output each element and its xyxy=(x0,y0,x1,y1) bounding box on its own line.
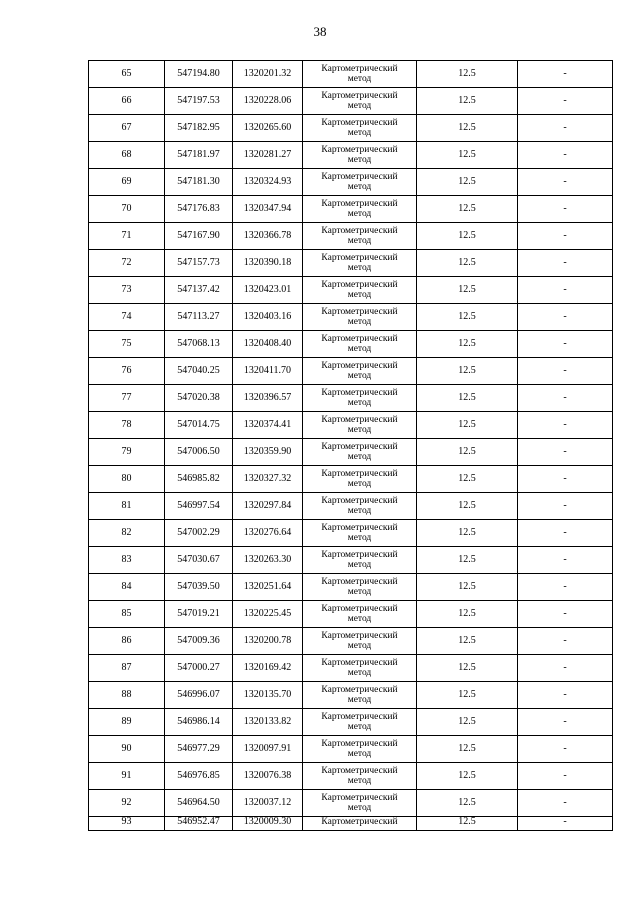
table-row xyxy=(89,358,613,385)
method-cell xyxy=(303,628,417,655)
method-line1: Картометрический xyxy=(321,685,398,695)
method-line1: Картометрический xyxy=(321,550,398,560)
description-cell: - xyxy=(518,790,613,817)
point-number-cell: 90 xyxy=(89,736,165,763)
accuracy-cell: 12.5 xyxy=(417,61,518,88)
method-line1: Картометрический xyxy=(321,496,398,506)
y-coordinate-cell: 1320327.32 xyxy=(233,466,303,493)
table-row xyxy=(89,250,613,277)
method-cell xyxy=(303,493,417,520)
description-cell: - xyxy=(518,763,613,790)
x-coordinate-cell: 546977.29 xyxy=(165,736,233,763)
table-row xyxy=(89,88,613,115)
method-line2: метод xyxy=(347,803,372,813)
x-coordinate-cell: 547030.67 xyxy=(165,547,233,574)
table-row xyxy=(89,682,613,709)
method-line1: Картометрический xyxy=(321,712,398,722)
x-coordinate-cell: 547157.73 xyxy=(165,250,233,277)
x-coordinate-cell: 547014.75 xyxy=(165,412,233,439)
accuracy-cell: 12.5 xyxy=(417,493,518,520)
description-cell: - xyxy=(518,223,613,250)
accuracy-cell: 12.5 xyxy=(417,655,518,682)
accuracy-cell: 12.5 xyxy=(417,331,518,358)
method-cell xyxy=(303,439,417,466)
method-line1: Картометрический xyxy=(321,64,398,74)
description-cell: - xyxy=(518,331,613,358)
x-coordinate-cell: 547197.53 xyxy=(165,88,233,115)
method-cell xyxy=(303,385,417,412)
method-cell xyxy=(303,223,417,250)
x-coordinate-cell: 547000.27 xyxy=(165,655,233,682)
method-line1: Картометрический xyxy=(321,307,398,317)
accuracy-cell: 12.5 xyxy=(417,682,518,709)
method-cell xyxy=(303,61,417,88)
method-line2: метод xyxy=(347,587,372,597)
method-line2: метод xyxy=(347,479,372,489)
point-number-cell: 75 xyxy=(89,331,165,358)
method-line2: метод xyxy=(347,668,372,678)
table-row xyxy=(89,817,613,831)
table-row xyxy=(89,520,613,547)
description-cell: - xyxy=(518,385,613,412)
point-number-cell: 87 xyxy=(89,655,165,682)
y-coordinate-cell: 1320251.64 xyxy=(233,574,303,601)
description-cell: - xyxy=(518,358,613,385)
description-cell: - xyxy=(518,709,613,736)
point-number-cell: 76 xyxy=(89,358,165,385)
table-row xyxy=(89,790,613,817)
method-cell xyxy=(303,304,417,331)
method-line2: метод xyxy=(347,749,372,759)
method-line1: Картометрический xyxy=(321,523,398,533)
accuracy-cell: 12.5 xyxy=(417,466,518,493)
description-cell: - xyxy=(518,574,613,601)
accuracy-cell: 12.5 xyxy=(417,628,518,655)
point-number-cell: 92 xyxy=(89,790,165,817)
table-row xyxy=(89,412,613,439)
point-number-cell: 88 xyxy=(89,682,165,709)
x-coordinate-cell: 546964.50 xyxy=(165,790,233,817)
y-coordinate-cell: 1320297.84 xyxy=(233,493,303,520)
description-cell: - xyxy=(518,655,613,682)
description-cell: - xyxy=(518,142,613,169)
table-row xyxy=(89,115,613,142)
accuracy-cell: 12.5 xyxy=(417,709,518,736)
y-coordinate-cell: 1320133.82 xyxy=(233,709,303,736)
method-line2: метод xyxy=(347,506,372,516)
table-row xyxy=(89,493,613,520)
method-cell xyxy=(303,196,417,223)
y-coordinate-cell: 1320347.94 xyxy=(233,196,303,223)
method-line2: метод xyxy=(347,560,372,570)
x-coordinate-cell: 547176.83 xyxy=(165,196,233,223)
coordinates-table-body xyxy=(89,61,613,831)
method-line1: Картометрический xyxy=(321,739,398,749)
table-row xyxy=(89,196,613,223)
method-line2: метод xyxy=(347,344,372,354)
method-line1: Картометрический xyxy=(321,226,398,236)
accuracy-cell: 12.5 xyxy=(417,196,518,223)
method-cell xyxy=(303,412,417,439)
point-number-cell: 68 xyxy=(89,142,165,169)
table-row xyxy=(89,385,613,412)
x-coordinate-cell: 546996.07 xyxy=(165,682,233,709)
table-row xyxy=(89,277,613,304)
x-coordinate-cell: 546952.47 xyxy=(165,817,233,831)
x-coordinate-cell: 546976.85 xyxy=(165,763,233,790)
description-cell: - xyxy=(518,466,613,493)
accuracy-cell: 12.5 xyxy=(417,304,518,331)
x-coordinate-cell: 546986.14 xyxy=(165,709,233,736)
accuracy-cell: 12.5 xyxy=(417,385,518,412)
method-cell xyxy=(303,817,417,831)
x-coordinate-cell: 547182.95 xyxy=(165,115,233,142)
x-coordinate-cell: 547181.97 xyxy=(165,142,233,169)
method-line2: метод xyxy=(347,155,372,165)
accuracy-cell: 12.5 xyxy=(417,790,518,817)
x-coordinate-cell: 547137.42 xyxy=(165,277,233,304)
method-line1: Картометрический xyxy=(321,631,398,641)
x-coordinate-cell: 546997.54 xyxy=(165,493,233,520)
method-cell xyxy=(303,520,417,547)
y-coordinate-cell: 1320390.18 xyxy=(233,250,303,277)
method-line2: метод xyxy=(347,371,372,381)
method-line2: метод xyxy=(347,182,372,192)
description-cell: - xyxy=(518,61,613,88)
point-number-cell: 84 xyxy=(89,574,165,601)
method-line2: метод xyxy=(347,209,372,219)
x-coordinate-cell: 546985.82 xyxy=(165,466,233,493)
table-row xyxy=(89,466,613,493)
y-coordinate-cell: 1320403.16 xyxy=(233,304,303,331)
method-cell xyxy=(303,466,417,493)
point-number-cell: 83 xyxy=(89,547,165,574)
accuracy-cell: 12.5 xyxy=(417,88,518,115)
method-cell xyxy=(303,115,417,142)
table-row xyxy=(89,331,613,358)
y-coordinate-cell: 1320359.90 xyxy=(233,439,303,466)
method-cell xyxy=(303,142,417,169)
x-coordinate-cell: 547194.80 xyxy=(165,61,233,88)
description-cell: - xyxy=(518,304,613,331)
description-cell: - xyxy=(518,277,613,304)
method-line1: Картометрический xyxy=(321,577,398,587)
x-coordinate-cell: 547167.90 xyxy=(165,223,233,250)
x-coordinate-cell: 547040.25 xyxy=(165,358,233,385)
y-coordinate-cell: 1320201.32 xyxy=(233,61,303,88)
y-coordinate-cell: 1320037.12 xyxy=(233,790,303,817)
point-number-cell: 89 xyxy=(89,709,165,736)
table-row xyxy=(89,439,613,466)
point-number-cell: 79 xyxy=(89,439,165,466)
description-cell: - xyxy=(518,736,613,763)
method-line1: Картометрический xyxy=(321,817,398,827)
point-number-cell: 86 xyxy=(89,628,165,655)
description-cell: - xyxy=(518,169,613,196)
method-line2: метод xyxy=(347,614,372,624)
method-line2: метод xyxy=(347,641,372,651)
x-coordinate-cell: 547009.36 xyxy=(165,628,233,655)
table-row xyxy=(89,736,613,763)
table-row xyxy=(89,574,613,601)
y-coordinate-cell: 1320135.70 xyxy=(233,682,303,709)
method-line1: Картометрический xyxy=(321,145,398,155)
method-cell xyxy=(303,574,417,601)
description-cell: - xyxy=(518,547,613,574)
accuracy-cell: 12.5 xyxy=(417,574,518,601)
method-line1: Картометрический xyxy=(321,469,398,479)
y-coordinate-cell: 1320263.30 xyxy=(233,547,303,574)
page-number: 38 xyxy=(313,24,327,39)
y-coordinate-cell: 1320200.78 xyxy=(233,628,303,655)
method-line2: метод xyxy=(347,74,372,84)
y-coordinate-cell: 1320228.06 xyxy=(233,88,303,115)
method-line1: Картометрический xyxy=(321,199,398,209)
method-cell xyxy=(303,277,417,304)
y-coordinate-cell: 1320408.40 xyxy=(233,331,303,358)
point-number-cell: 78 xyxy=(89,412,165,439)
y-coordinate-cell: 1320225.45 xyxy=(233,601,303,628)
method-line2: метод xyxy=(347,398,372,408)
accuracy-cell: 12.5 xyxy=(417,601,518,628)
description-cell: - xyxy=(518,439,613,466)
method-line1: Картометрический xyxy=(321,442,398,452)
accuracy-cell: 12.5 xyxy=(417,358,518,385)
y-coordinate-cell: 1320366.78 xyxy=(233,223,303,250)
table-row xyxy=(89,169,613,196)
accuracy-cell: 12.5 xyxy=(417,223,518,250)
point-number-cell: 80 xyxy=(89,466,165,493)
x-coordinate-cell: 547002.29 xyxy=(165,520,233,547)
method-line2: метод xyxy=(347,101,372,111)
description-cell: - xyxy=(518,250,613,277)
table-row xyxy=(89,61,613,88)
method-line2: метод xyxy=(347,425,372,435)
y-coordinate-cell: 1320169.42 xyxy=(233,655,303,682)
method-cell xyxy=(303,682,417,709)
y-coordinate-cell: 1320076.38 xyxy=(233,763,303,790)
accuracy-cell: 12.5 xyxy=(417,412,518,439)
method-line1: Картометрический xyxy=(321,793,398,803)
coordinates-table xyxy=(88,60,613,831)
method-cell xyxy=(303,790,417,817)
y-coordinate-cell: 1320374.41 xyxy=(233,412,303,439)
accuracy-cell: 12.5 xyxy=(417,817,518,831)
accuracy-cell: 12.5 xyxy=(417,115,518,142)
y-coordinate-cell: 1320423.01 xyxy=(233,277,303,304)
x-coordinate-cell: 547019.21 xyxy=(165,601,233,628)
accuracy-cell: 12.5 xyxy=(417,547,518,574)
accuracy-cell: 12.5 xyxy=(417,439,518,466)
method-cell xyxy=(303,601,417,628)
method-cell xyxy=(303,763,417,790)
accuracy-cell: 12.5 xyxy=(417,277,518,304)
method-line2: метод xyxy=(347,263,372,273)
point-number-cell: 67 xyxy=(89,115,165,142)
accuracy-cell: 12.5 xyxy=(417,520,518,547)
point-number-cell: 66 xyxy=(89,88,165,115)
point-number-cell: 72 xyxy=(89,250,165,277)
accuracy-cell: 12.5 xyxy=(417,763,518,790)
table-row xyxy=(89,223,613,250)
y-coordinate-cell: 1320324.93 xyxy=(233,169,303,196)
description-cell: - xyxy=(518,601,613,628)
point-number-cell: 70 xyxy=(89,196,165,223)
point-number-cell: 85 xyxy=(89,601,165,628)
table-row xyxy=(89,628,613,655)
method-cell xyxy=(303,250,417,277)
description-cell: - xyxy=(518,412,613,439)
point-number-cell: 73 xyxy=(89,277,165,304)
method-cell xyxy=(303,331,417,358)
method-line2: метод xyxy=(347,290,372,300)
method-line1: Картометрический xyxy=(321,766,398,776)
description-cell: - xyxy=(518,196,613,223)
method-cell xyxy=(303,709,417,736)
point-number-cell: 71 xyxy=(89,223,165,250)
x-coordinate-cell: 547020.38 xyxy=(165,385,233,412)
point-number-cell: 81 xyxy=(89,493,165,520)
y-coordinate-cell: 1320396.57 xyxy=(233,385,303,412)
description-cell: - xyxy=(518,682,613,709)
table-row xyxy=(89,601,613,628)
table-row xyxy=(89,142,613,169)
table-row xyxy=(89,304,613,331)
method-line1: Картометрический xyxy=(321,172,398,182)
description-cell: - xyxy=(518,520,613,547)
method-line1: Картометрический xyxy=(321,334,398,344)
point-number-cell: 91 xyxy=(89,763,165,790)
description-cell: - xyxy=(518,628,613,655)
method-line1: Картометрический xyxy=(321,253,398,263)
method-cell xyxy=(303,655,417,682)
method-line1: Картометрический xyxy=(321,118,398,128)
method-line1: Картометрический xyxy=(321,388,398,398)
method-line1: Картометрический xyxy=(321,415,398,425)
description-cell: - xyxy=(518,115,613,142)
accuracy-cell: 12.5 xyxy=(417,736,518,763)
accuracy-cell: 12.5 xyxy=(417,250,518,277)
method-line1: Картометрический xyxy=(321,361,398,371)
point-number-cell: 93 xyxy=(89,817,165,831)
method-line1: Картометрический xyxy=(321,604,398,614)
method-cell xyxy=(303,736,417,763)
accuracy-cell: 12.5 xyxy=(417,142,518,169)
table-row xyxy=(89,709,613,736)
y-coordinate-cell: 1320411.70 xyxy=(233,358,303,385)
point-number-cell: 69 xyxy=(89,169,165,196)
description-cell: - xyxy=(518,88,613,115)
point-number-cell: 77 xyxy=(89,385,165,412)
description-cell: - xyxy=(518,817,613,831)
table-row xyxy=(89,655,613,682)
method-line1: Картометрический xyxy=(321,280,398,290)
method-line2: метод xyxy=(347,533,372,543)
method-line1: Картометрический xyxy=(321,91,398,101)
method-line2: метод xyxy=(347,695,372,705)
y-coordinate-cell: 1320276.64 xyxy=(233,520,303,547)
x-coordinate-cell: 547113.27 xyxy=(165,304,233,331)
accuracy-cell: 12.5 xyxy=(417,169,518,196)
method-line2: метод xyxy=(347,776,372,786)
method-line2: метод xyxy=(347,128,372,138)
method-line2: метод xyxy=(347,236,372,246)
method-line2: метод xyxy=(347,317,372,327)
y-coordinate-cell: 1320009.30 xyxy=(233,817,303,831)
method-cell xyxy=(303,88,417,115)
y-coordinate-cell: 1320281.27 xyxy=(233,142,303,169)
method-line1: Картометрический xyxy=(321,658,398,668)
point-number-cell: 74 xyxy=(89,304,165,331)
method-line2: метод xyxy=(347,452,372,462)
method-cell xyxy=(303,358,417,385)
method-line2: метод xyxy=(347,722,372,732)
y-coordinate-cell: 1320097.91 xyxy=(233,736,303,763)
x-coordinate-cell: 547068.13 xyxy=(165,331,233,358)
x-coordinate-cell: 547006.50 xyxy=(165,439,233,466)
method-cell xyxy=(303,547,417,574)
table-row xyxy=(89,763,613,790)
method-cell xyxy=(303,169,417,196)
x-coordinate-cell: 547181.30 xyxy=(165,169,233,196)
description-cell: - xyxy=(518,493,613,520)
table-row xyxy=(89,547,613,574)
point-number-cell: 65 xyxy=(89,61,165,88)
y-coordinate-cell: 1320265.60 xyxy=(233,115,303,142)
x-coordinate-cell: 547039.50 xyxy=(165,574,233,601)
point-number-cell: 82 xyxy=(89,520,165,547)
